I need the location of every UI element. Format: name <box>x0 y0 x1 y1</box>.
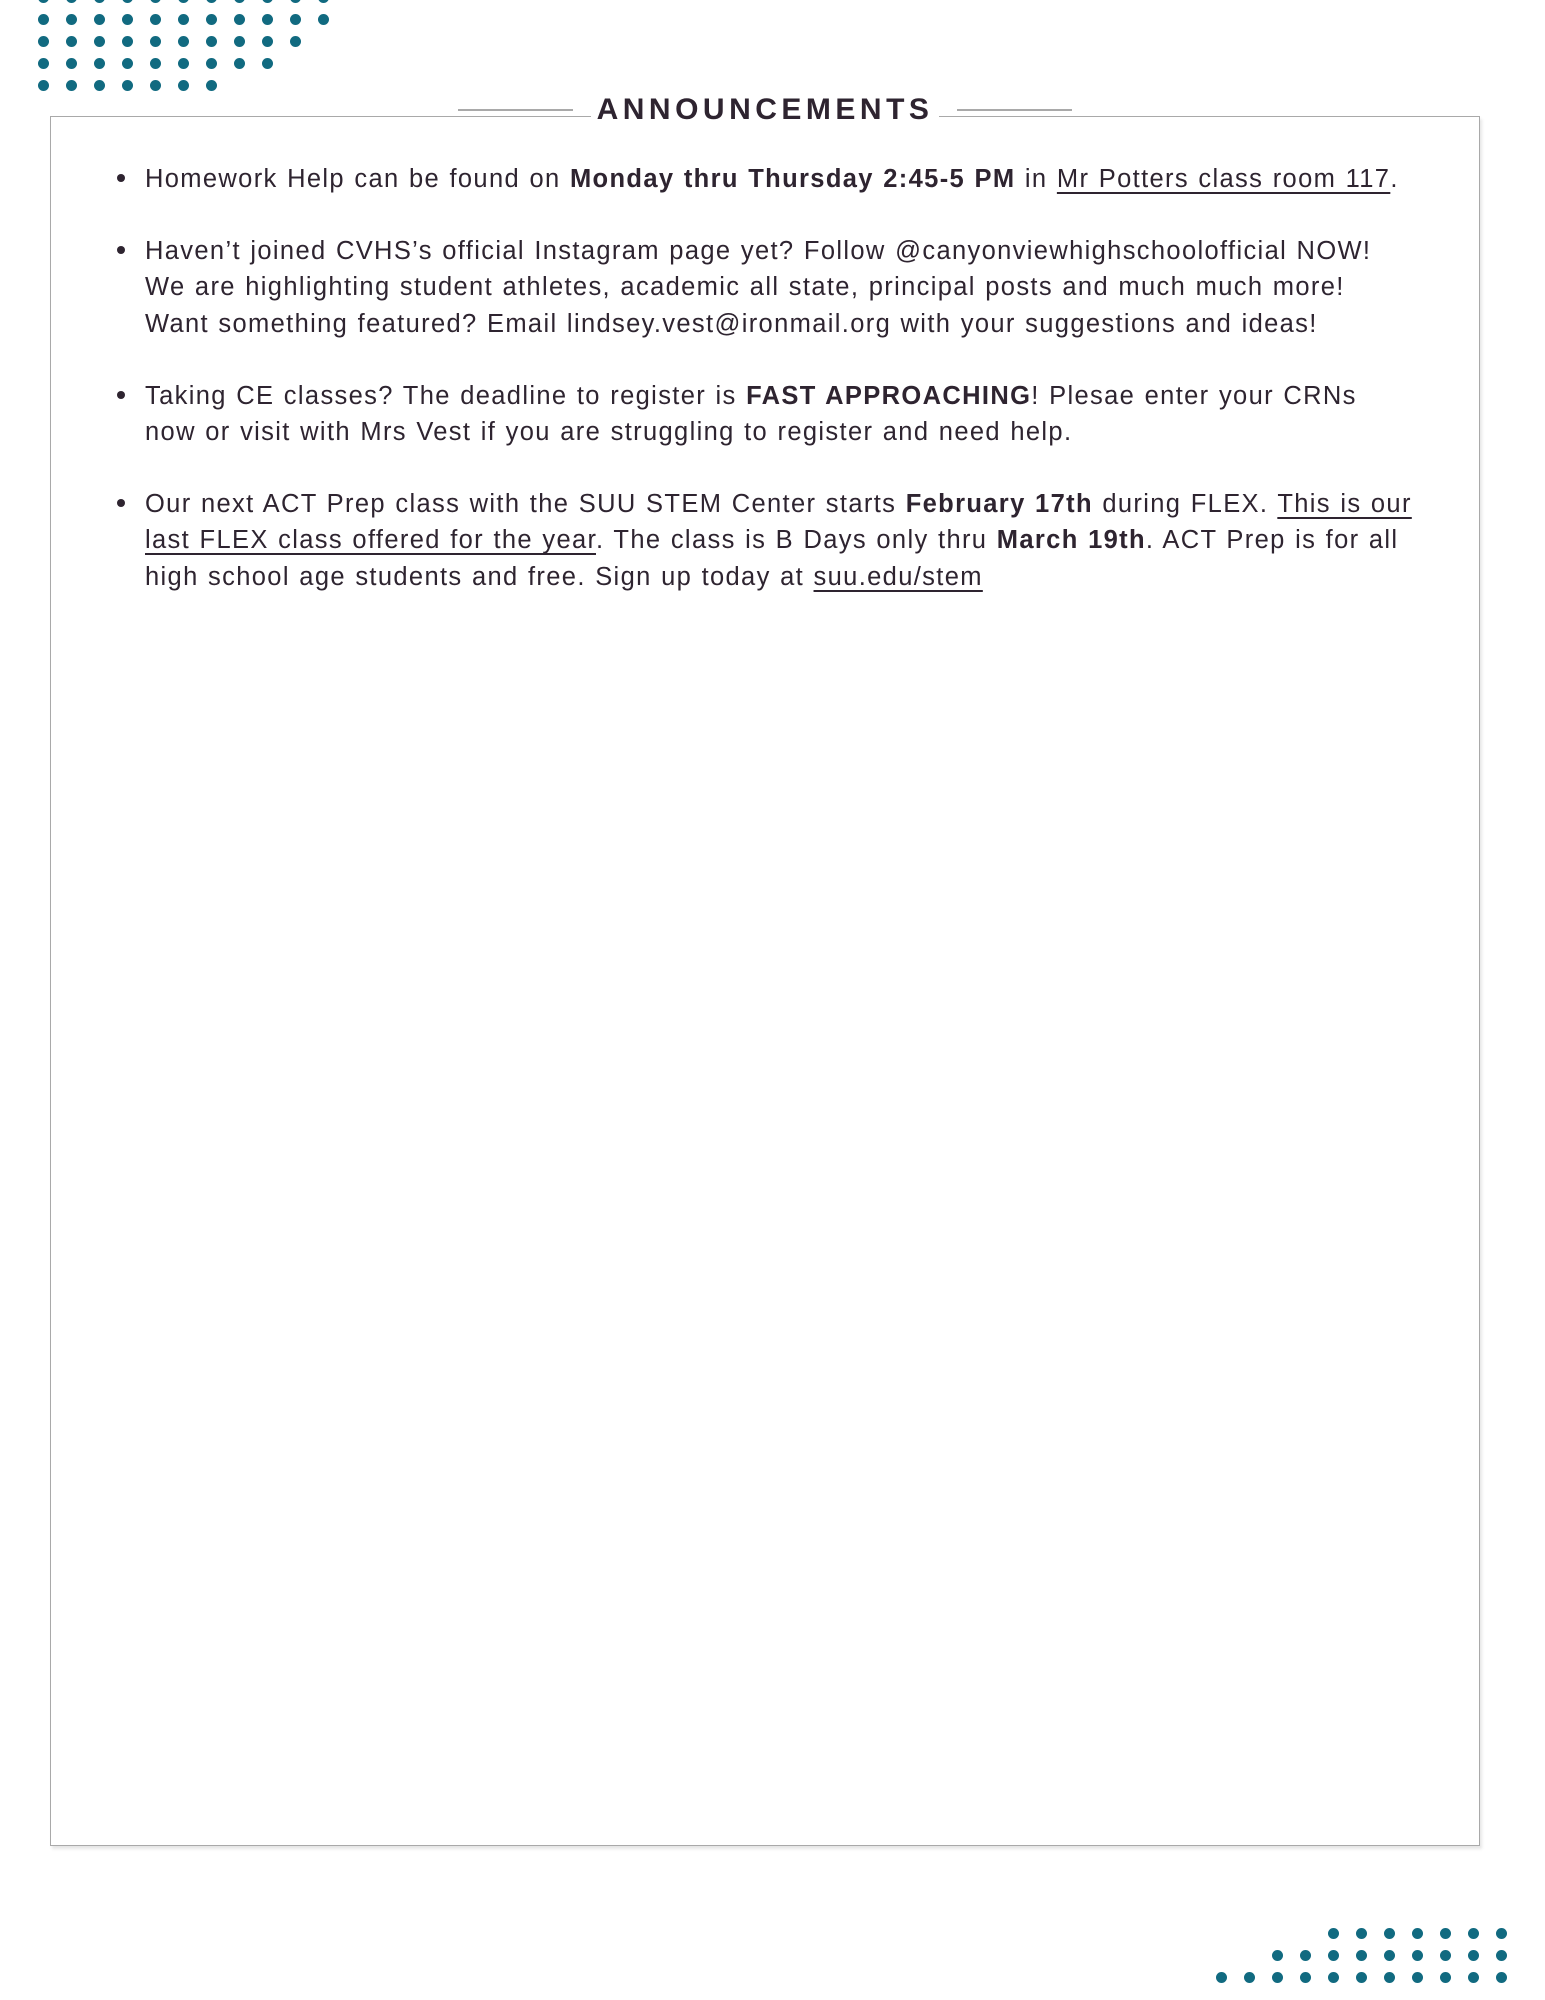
dot <box>178 80 189 91</box>
dot <box>1356 1972 1367 1983</box>
announcement-item-homework-help <box>109 161 1417 197</box>
dot <box>66 0 77 3</box>
dot <box>66 58 77 69</box>
dot <box>1468 1972 1479 1983</box>
dot <box>38 36 49 47</box>
dot <box>122 80 133 91</box>
dot <box>318 0 329 3</box>
dot <box>94 14 105 25</box>
dot <box>262 36 273 47</box>
dot <box>66 36 77 47</box>
dot <box>1328 1928 1339 1939</box>
dot <box>1440 1928 1451 1939</box>
dot <box>290 0 301 3</box>
dot <box>1300 1950 1311 1961</box>
announcement-item-act-prep-class <box>109 486 1417 595</box>
underlined-text[interactable]: This is our last FLEX class offered for the year <box>145 490 1412 555</box>
emphasis-text: March 19th <box>996 526 1146 555</box>
dot <box>122 14 133 25</box>
dot <box>66 14 77 25</box>
bullet-icon <box>117 174 125 182</box>
emphasis-text: February 17th <box>905 490 1093 519</box>
announcement-text: Haven’t joined CVHS’s official Instagram page yet? Follow @canyonviewhighschoolofficial NOW! We are highlighting student athletes, academic all state, principal posts and much much more! Want something featured? Email lindsey.vest@ironmail.org with your suggestions and ideas! <box>145 237 1372 338</box>
underlined-text[interactable]: Mr Potters class room 117 <box>1056 165 1391 193</box>
dot <box>290 14 301 25</box>
dot <box>38 0 49 3</box>
dot <box>234 14 245 25</box>
dot <box>1496 1928 1507 1939</box>
dot <box>206 0 217 3</box>
announcement-item-ce-classes-deadline <box>109 378 1417 450</box>
dot <box>66 80 77 91</box>
dot <box>150 36 161 47</box>
title-rule-left <box>458 109 573 111</box>
bullet-icon <box>117 246 125 254</box>
dot-row <box>38 52 346 74</box>
emphasis-text: Monday thru Thursday 2:45-5 PM <box>569 165 1016 193</box>
dot <box>122 0 133 3</box>
dot <box>1412 1950 1423 1961</box>
dot <box>94 36 105 47</box>
dot <box>38 80 49 91</box>
dot <box>1496 1950 1507 1961</box>
emphasis-text: FAST APPROACHING <box>746 381 1032 410</box>
announcement-text: Our next ACT Prep class with the SUU STEM Center starts <box>145 490 906 519</box>
dot <box>150 58 161 69</box>
dot <box>94 0 105 3</box>
dot <box>290 36 301 47</box>
announcement-text: in <box>1015 165 1057 193</box>
dot <box>318 14 329 25</box>
dot <box>1216 1972 1227 1983</box>
dot <box>234 0 245 3</box>
dot <box>1440 1972 1451 1983</box>
dot <box>1272 1950 1283 1961</box>
dot <box>178 0 189 3</box>
underlined-text[interactable]: suu.edu/stem <box>813 562 983 591</box>
dot <box>1468 1928 1479 1939</box>
dot <box>178 14 189 25</box>
bullet-icon <box>117 499 125 507</box>
dot-row <box>38 8 346 30</box>
dot <box>1440 1950 1451 1961</box>
dot-row <box>38 30 346 52</box>
dot <box>38 14 49 25</box>
dot <box>1356 1950 1367 1961</box>
bullet-icon <box>117 391 125 399</box>
dot <box>1384 1950 1395 1961</box>
dot-grid-bottom-right <box>1199 1922 1507 1988</box>
dot <box>1356 1928 1367 1939</box>
dot <box>1272 1972 1283 1983</box>
dot <box>206 80 217 91</box>
dot <box>178 58 189 69</box>
dot <box>1412 1928 1423 1939</box>
dot <box>178 36 189 47</box>
dot <box>262 14 273 25</box>
dot <box>1384 1972 1395 1983</box>
dot <box>150 0 161 3</box>
announcement-text: Taking CE classes? The deadline to register is <box>145 381 747 410</box>
dot <box>206 36 217 47</box>
announcement-list <box>51 117 1479 595</box>
dot <box>262 0 273 3</box>
dot-row <box>1255 1944 1507 1966</box>
dot <box>1244 1972 1255 1983</box>
dot <box>150 80 161 91</box>
dot-grid-top-left <box>38 0 346 96</box>
announcement-text: Homework Help can be found on <box>145 165 570 193</box>
dot <box>150 14 161 25</box>
announcement-text: during FLEX. <box>1092 490 1278 519</box>
dot <box>206 14 217 25</box>
dot <box>234 36 245 47</box>
announcement-item-instagram-follow <box>109 233 1417 342</box>
dot <box>1496 1972 1507 1983</box>
dot <box>38 58 49 69</box>
announcements-panel <box>50 93 1480 1846</box>
dot <box>1328 1972 1339 1983</box>
dot-row <box>1199 1966 1507 1988</box>
dot <box>122 36 133 47</box>
dot <box>1384 1928 1395 1939</box>
dot <box>1412 1972 1423 1983</box>
dot <box>206 58 217 69</box>
dot-row <box>1311 1922 1507 1944</box>
dot <box>1328 1950 1339 1961</box>
page-title: ANNOUNCEMENTS <box>591 95 940 125</box>
announcement-text: . The class is B Days only thru <box>596 526 997 555</box>
dot <box>94 58 105 69</box>
dot <box>1468 1950 1479 1961</box>
announcement-text: . ACT Prep is for all high school age students and free. Sign up today at <box>145 526 1399 591</box>
dot <box>94 80 105 91</box>
dot <box>262 58 273 69</box>
announcement-text: . <box>1390 165 1399 193</box>
dot <box>1300 1972 1311 1983</box>
announcement-text: ! Plesae enter your CRNs now or visit with Mrs Vest if you are struggling to register and need help. <box>145 381 1357 447</box>
dot <box>234 58 245 69</box>
dot <box>122 58 133 69</box>
title-rule-right <box>957 109 1072 111</box>
dot-row <box>38 0 346 8</box>
panel-title-bar <box>51 95 1479 125</box>
dot-row <box>38 74 346 96</box>
